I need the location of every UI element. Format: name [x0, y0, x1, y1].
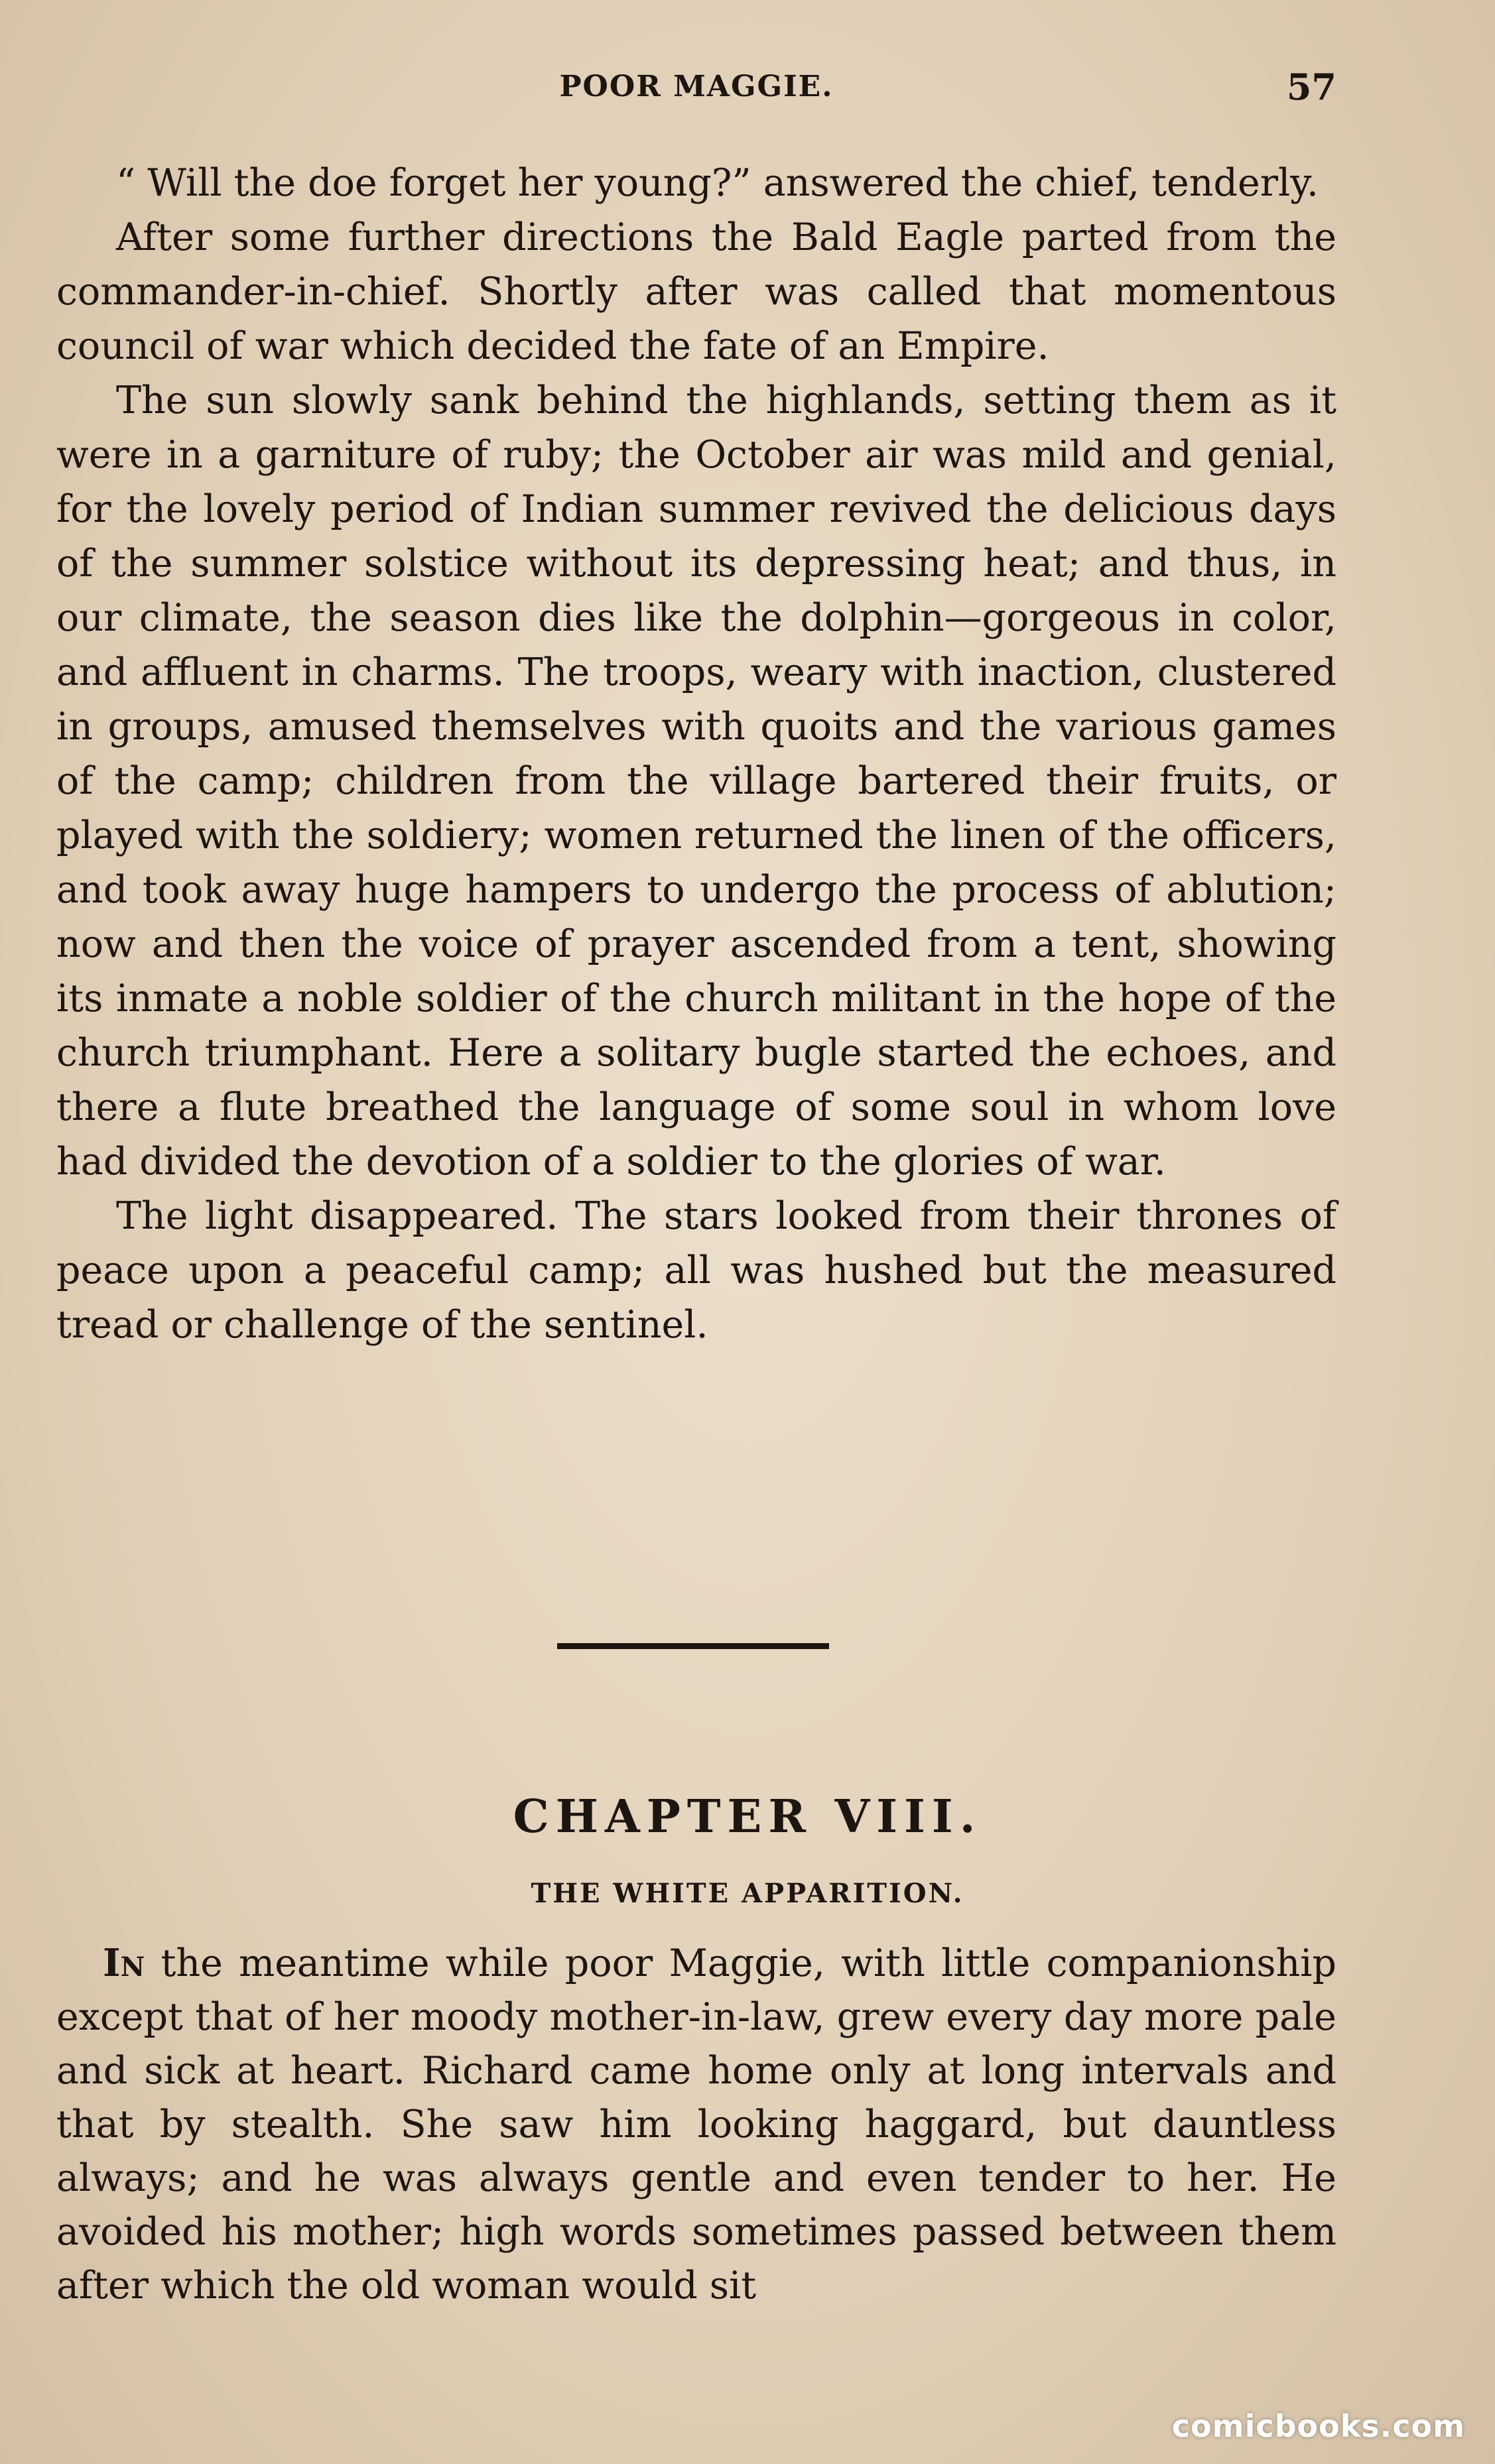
paragraph: The sun slowly sank behind the highlands, setting them as it were in a garniture of ruby; the October air was mild and genial, for the lovely period of Indian summer revived the delicious days of the summer solstice without its depressing heat; and thus, in our climate, the season dies like the dolphin—gorgeous in color, and affluent in charms. The troops, weary with inaction, clustered in groups, amused themselves with quoits and the various games of the camp; children from the village bartered their fruits, or played with the soldiery; women returned the linen of the officers, and took away huge hampers to undergo the process of ablution; now and then the voice of prayer ascended from a tent, showing its inmate a noble soldier of the church militant in the hope of the church triumphant. Here a solitary bugle started the echoes, and there a flute breathed the language of some soul in whom love had divided the devotion of a soldier to the glories of war. [56, 379, 1336, 1184]
chapter-paragraph [56, 1936, 1336, 2313]
chapter-heading: CHAPTER VIII. [513, 1790, 982, 1843]
paragraph: “ Will the doe forget her young?” answered the chief, tenderly. [116, 161, 1319, 205]
running-title: POOR MAGGIE. [559, 70, 834, 103]
chapter-paragraph-text: the meantime while poor Maggie, with little companionship except that of her moody mother-in-law, grew every day more pale and sick at heart. Richard came home only at long intervals and that by stealth. She saw him looking haggard, but dauntless always; and he was always gentle and even tender to her. He avoided his mother; high words sometimes passed between them after which the old woman would sit [56, 1941, 1336, 2308]
section-divider [557, 1643, 829, 1649]
site-watermark: comicbooks.com [1171, 2408, 1465, 2444]
chapter-text [56, 1936, 1336, 2313]
paragraph: After some further directions the Bald Eagle parted from the commander-in-chief. Shortly after was called that momentous council of war which decided the fate of an Empire. [56, 216, 1336, 368]
body-text [56, 156, 1336, 1352]
running-head [56, 66, 1336, 116]
page-number: 57 [1286, 66, 1336, 108]
chapter-opening-word: In [103, 1941, 145, 1985]
paragraph: The light disappeared. The stars looked from their thrones of peace upon a peaceful camp; all was hushed but the measured tread or challenge of the sentinel. [56, 1194, 1336, 1347]
chapter-subtitle: THE WHITE APPARITION. [531, 1878, 964, 1909]
